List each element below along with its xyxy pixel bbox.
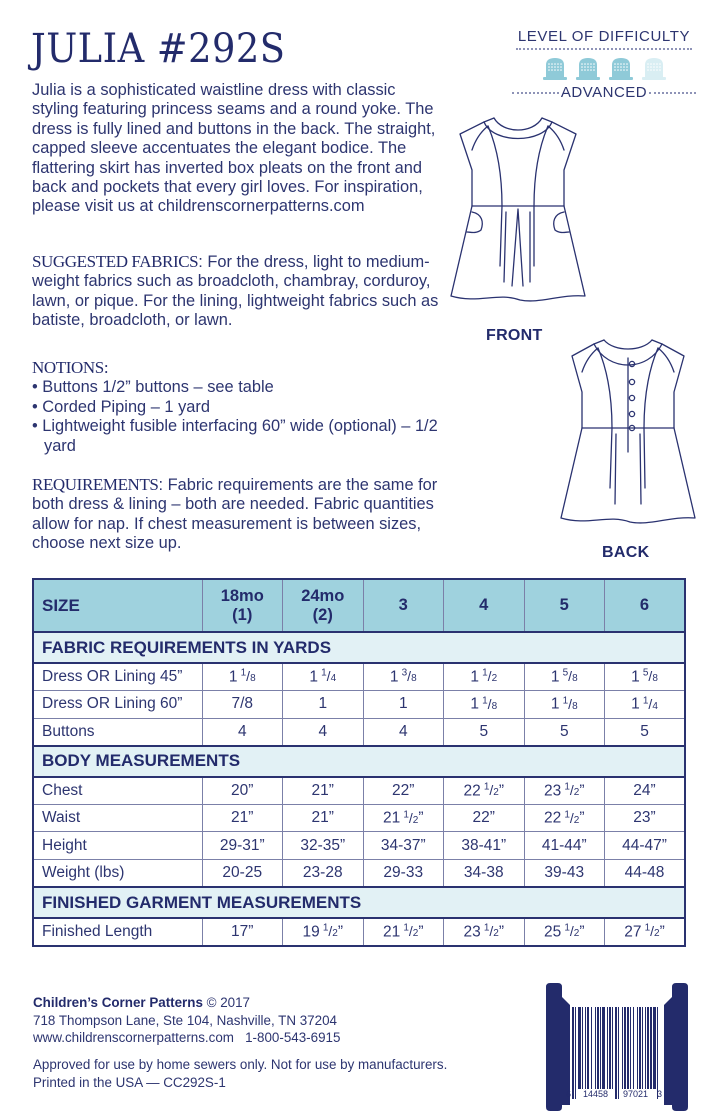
- table-row: [33, 691, 685, 719]
- table-cell: 39-43: [524, 860, 605, 888]
- size-header-cell: [202, 579, 283, 632]
- suggested-fabrics-text: : For the dress, light to medium-weight fabrics such as broadcloth, chambray, corduroy, lawn, or pique. For the lining, lightweight fabrics such as batiste, broadcloth, or lawn.: [32, 253, 439, 330]
- barcode-bar: [653, 1007, 656, 1089]
- size-header-text: 24mo: [301, 586, 345, 605]
- dress-back-sketch: [558, 336, 698, 546]
- table-cell: 23 $^1$/2”: [444, 918, 525, 946]
- table-cell: 20-25: [202, 860, 283, 888]
- dress-front-sketch: [448, 114, 588, 324]
- table-cell: 1 $^1$/4: [605, 691, 686, 719]
- barcode-bar: [609, 1007, 611, 1089]
- barcode-bar: [615, 1007, 617, 1099]
- notions: [32, 358, 442, 456]
- table-cell: 21”: [283, 777, 364, 805]
- size-header-text: (1): [232, 605, 253, 624]
- requirements-text: : Fabric requirements are the same for both dress & lining – both are needed. Fabric quantities allow for nap. If chest measurement is between sizes, choose next size up.: [32, 476, 438, 553]
- table-cell: 1: [363, 691, 444, 719]
- section-header-row: [33, 632, 685, 663]
- table-cell: 5: [444, 718, 525, 746]
- thimble-rating: [512, 57, 696, 83]
- table-row: [33, 832, 685, 860]
- section-title: FINISHED GARMENT MEASUREMENTS: [33, 887, 685, 918]
- size-header-row: [33, 579, 685, 632]
- copyright: © 2017: [202, 995, 251, 1010]
- row-label: Buttons: [33, 718, 202, 746]
- thimble-icon-empty: [641, 57, 667, 81]
- table-cell: 24”: [605, 777, 686, 805]
- table-cell: 5: [605, 718, 686, 746]
- barcode-bar: [602, 1007, 605, 1089]
- notions-colon: :: [103, 358, 109, 377]
- table-cell: 32-35”: [283, 832, 364, 860]
- table-cell: 21 $^1$/2”: [363, 804, 444, 832]
- row-label: Dress OR Lining 60”: [33, 691, 202, 719]
- barcode-bar: [585, 1007, 586, 1089]
- barcode-bar: [575, 1007, 576, 1099]
- barcode-digit-first: 6: [566, 1089, 572, 1099]
- barcode-bar: [591, 1007, 592, 1089]
- row-label: Dress OR Lining 45”: [33, 663, 202, 691]
- barcode-bar: [657, 1007, 658, 1099]
- barcode-bars: [572, 1007, 658, 1099]
- barcode-bar: [627, 1007, 629, 1089]
- row-label: Finished Length: [33, 918, 202, 946]
- size-header-text: 3: [398, 596, 408, 614]
- table-cell: 38-41”: [444, 832, 525, 860]
- difficulty-rating: [512, 28, 696, 101]
- thimble-icon-filled: [542, 57, 568, 81]
- size-header-label: [33, 579, 202, 632]
- table-cell: 22”: [444, 804, 525, 832]
- publisher-info: [33, 994, 447, 1092]
- requirements-label: REQUIREMENTS: [32, 475, 159, 494]
- barcode-bar: [572, 1007, 574, 1099]
- table-row: [33, 918, 685, 946]
- front-view-label: FRONT: [486, 327, 543, 344]
- notion-item: • Buttons 1/2” buttons – see table: [32, 378, 442, 397]
- size-header-text: 5: [559, 596, 569, 614]
- size-header-cell: [444, 579, 525, 632]
- print-code: Printed in the USA — CC292S-1: [33, 1074, 226, 1090]
- table-cell: 1 $^1$/4: [283, 663, 364, 691]
- table-row: [33, 663, 685, 691]
- notion-item: • Lightweight fusible interfacing 60” wide (optional) – 1/2 yard: [32, 417, 442, 456]
- table-cell: 29-33: [363, 860, 444, 888]
- suggested-fabrics: [32, 252, 442, 331]
- size-chart-table: [32, 578, 686, 947]
- table-cell: 1 $^5$/8: [605, 663, 686, 691]
- table-cell: 17”: [202, 918, 283, 946]
- size-header-cell: [283, 579, 364, 632]
- row-label: Chest: [33, 777, 202, 805]
- barcode-bar: [587, 1007, 589, 1089]
- table-cell: 4: [283, 718, 364, 746]
- dotted-divider: [512, 92, 559, 94]
- barcode-bar: [647, 1007, 649, 1089]
- size-header-cell: [524, 579, 605, 632]
- notion-item: • Corded Piping – 1 yard: [32, 398, 442, 417]
- table-row: [33, 718, 685, 746]
- table-cell: 7/8: [202, 691, 283, 719]
- table-cell: 29-31”: [202, 832, 283, 860]
- table-cell: 1 $^1$/8: [444, 691, 525, 719]
- barcode-bar: [618, 1007, 619, 1099]
- barcode-bar: [639, 1007, 641, 1089]
- table-cell: 23-28: [283, 860, 364, 888]
- table-cell: 4: [202, 718, 283, 746]
- barcode-bar: [597, 1007, 599, 1089]
- spacer: [234, 1030, 245, 1045]
- section-header-row: [33, 746, 685, 777]
- barcode-bar: [578, 1007, 581, 1089]
- disclaimer: Approved for use by home sewers only. Not for use by manufacturers.: [33, 1057, 448, 1073]
- address: 718 Thompson Lane, Ste 104, Nashville, TN 37204: [33, 1012, 337, 1028]
- notions-list: [32, 378, 442, 456]
- notions-label: NOTIONS: [32, 358, 104, 377]
- table-cell: 4: [363, 718, 444, 746]
- table-cell: 44-48: [605, 860, 686, 888]
- table-cell: 21 $^1$/2”: [363, 918, 444, 946]
- dotted-divider: [649, 92, 696, 94]
- table-cell: 1 $^5$/8: [524, 663, 605, 691]
- barcode-check-digit: 3: [656, 1089, 662, 1099]
- table-row: [33, 777, 685, 805]
- barcode-bar: [607, 1007, 608, 1089]
- website-link[interactable]: www.childrenscornerpatterns.com: [33, 1030, 234, 1046]
- barcode-bar: [650, 1007, 652, 1089]
- table-row: [33, 804, 685, 832]
- table-cell: 20”: [202, 777, 283, 805]
- pattern-description: Julia is a sophisticated waistline dress with classic styling featuring princess seams and a round yoke. The dress is fully lined and buttons in the back. The straight, capped sleeve accentuates the elegant bodice. The flattering skirt has inverted box pleats on the front and back and pockets that every girl loves. For inspiration, please visit us at childrenscornerpatterns.com: [32, 81, 436, 216]
- table-cell: 34-37”: [363, 832, 444, 860]
- row-label: Waist: [33, 804, 202, 832]
- barcode-bar: [622, 1007, 623, 1089]
- table-cell: 44-47”: [605, 832, 686, 860]
- barcode-bar: [645, 1007, 646, 1089]
- barcode-bar: [624, 1007, 626, 1089]
- table-cell: 19 $^1$/2”: [283, 918, 364, 946]
- size-header-text: 18mo: [220, 586, 264, 605]
- table-cell: 21”: [283, 804, 364, 832]
- barcode-bar: [642, 1007, 643, 1089]
- barcode-bar: [612, 1007, 613, 1089]
- size-header-text: 6: [639, 596, 650, 614]
- table-cell: 22”: [363, 777, 444, 805]
- table-cell: 41-44”: [524, 832, 605, 860]
- barcode-spool-right: [664, 983, 688, 1111]
- thimble-icon-filled: [575, 57, 601, 81]
- table-cell: 22 $^1$/2”: [524, 804, 605, 832]
- difficulty-level: ADVANCED: [560, 84, 648, 101]
- barcode-right-group: 97021: [623, 1089, 649, 1099]
- thimble-icon-filled: [608, 57, 634, 81]
- row-label: Height: [33, 832, 202, 860]
- section-title: BODY MEASUREMENTS: [33, 746, 685, 777]
- table-cell: 34-38: [444, 860, 525, 888]
- barcode-bar: [633, 1007, 634, 1089]
- barcode-bar: [595, 1007, 596, 1089]
- size-header-text: 4: [479, 596, 489, 614]
- barcode-bar: [637, 1007, 638, 1089]
- difficulty-level-row: [512, 84, 696, 101]
- table-cell: 1: [283, 691, 364, 719]
- section-title: FABRIC REQUIREMENTS IN YARDS: [33, 632, 685, 663]
- table-cell: 1 $^3$/8: [363, 663, 444, 691]
- back-view-label: BACK: [602, 544, 650, 561]
- suggested-fabrics-label: SUGGESTED FABRICS: [32, 252, 199, 271]
- size-header-text: (2): [312, 605, 333, 624]
- barcode-left-group: 14458: [583, 1089, 609, 1099]
- table-cell: 23 $^1$/2”: [524, 777, 605, 805]
- barcode-bar: [582, 1007, 583, 1089]
- barcode-bar: [630, 1007, 631, 1089]
- barcode-bar: [600, 1007, 601, 1089]
- size-header-cell: [363, 579, 444, 632]
- table-cell: 22 $^1$/2”: [444, 777, 525, 805]
- table-cell: 1 $^1$/2: [444, 663, 525, 691]
- company-name: Children’s Corner Patterns: [33, 995, 203, 1010]
- dotted-divider: [516, 48, 692, 50]
- phone-number: 1-800-543-6915: [245, 1030, 341, 1046]
- requirements: [32, 475, 442, 554]
- barcode: [544, 983, 690, 1111]
- footer-gap: [33, 1047, 447, 1056]
- section-header-row: [33, 887, 685, 918]
- table-cell: 1 $^1$/8: [524, 691, 605, 719]
- difficulty-heading: LEVEL OF DIFFICULTY: [517, 28, 691, 45]
- table-cell: 25 $^1$/2”: [524, 918, 605, 946]
- table-cell: 27 $^1$/2”: [605, 918, 686, 946]
- size-header-text: SIZE: [42, 596, 80, 615]
- size-header-cell: [605, 579, 686, 632]
- table-row: [33, 860, 685, 888]
- row-label: Weight (lbs): [33, 860, 202, 888]
- table-cell: 21”: [202, 804, 283, 832]
- pattern-title: JULIA #292S: [31, 26, 286, 72]
- table-cell: 23”: [605, 804, 686, 832]
- table-cell: 5: [524, 718, 605, 746]
- table-cell: 1 $^1$/8: [202, 663, 283, 691]
